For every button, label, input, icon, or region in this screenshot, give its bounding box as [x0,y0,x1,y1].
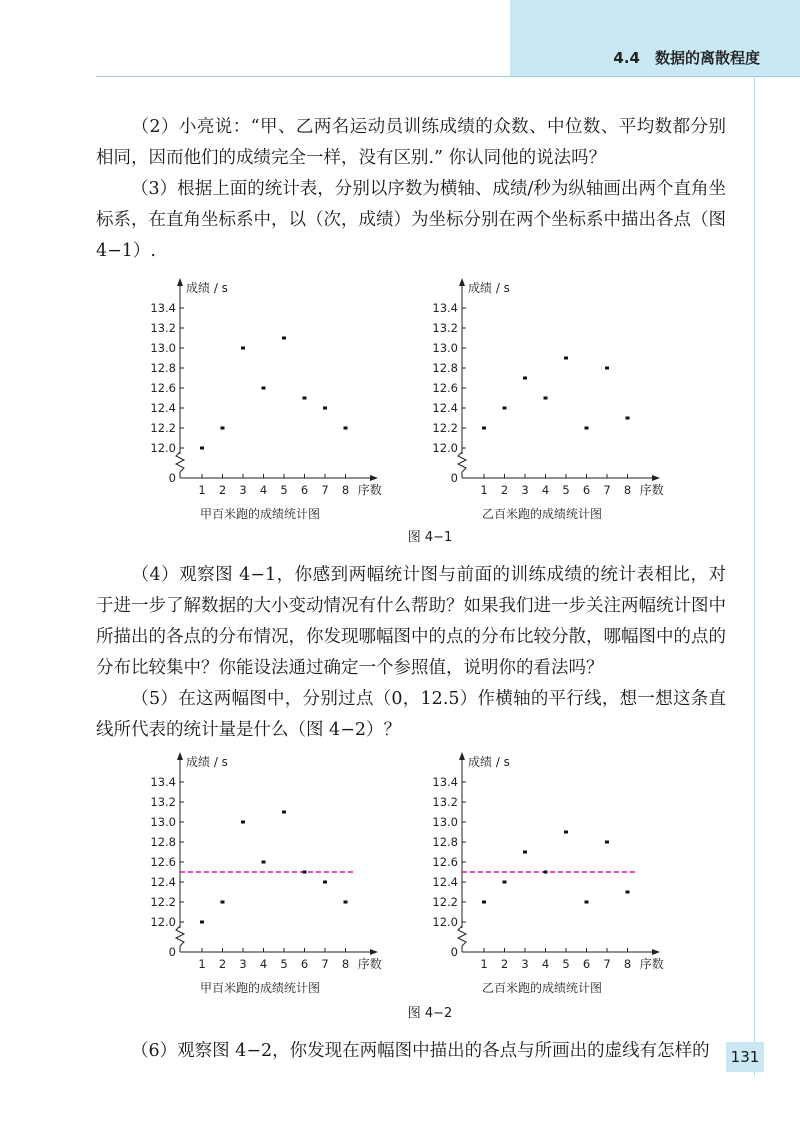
x-tick-label: 8 [623,483,632,497]
y-axis-arrow [177,278,183,286]
x-tick-label: 4 [541,957,550,971]
x-tick-label: 4 [541,483,550,497]
data-point [323,407,327,410]
chart-jia-4-1 [150,278,381,521]
x-axis-arrow [370,949,378,955]
data-point [585,427,589,430]
x-tick-label: 7 [603,957,611,971]
data-point [282,811,286,814]
paragraph-5-text: （5）在这两幅图中，分别过点（0，12.5）作横轴的平行线，想一想这条直线所代表的统计量是什么（图 4−2）？ [96,689,726,740]
x-tick-label: 6 [582,483,591,497]
y-tick-label: 12.0 [432,441,458,455]
chart-yi-4-2 [432,752,663,995]
data-point [262,387,266,390]
data-point [200,921,204,924]
data-point [344,427,348,430]
data-point [303,397,307,400]
y-tick-label: 12.2 [432,895,458,909]
y-tick-label: 12.6 [432,855,458,869]
y-tick-label: 12.8 [432,361,458,375]
y-axis-arrow [177,752,183,760]
y-tick-label: 12.4 [150,875,176,889]
data-point [503,881,507,884]
x-tick-label: 2 [218,957,227,971]
x-tick-label: 5 [280,483,288,497]
x-tick-label: 1 [198,957,206,971]
x-tick-label: 3 [239,483,247,497]
y-origin-label: 0 [168,471,176,485]
figure-4-1 [150,278,710,548]
figure-4-2-charts [150,752,710,997]
x-tick-label: 5 [562,957,570,971]
y-origin-label: 0 [450,945,458,959]
data-point [626,891,630,894]
x-axis-label: 序数 [639,957,664,971]
x-tick-label: 8 [341,483,350,497]
x-tick-label: 5 [562,483,570,497]
y-tick-label: 12.4 [432,401,458,415]
y-tick-label: 13.2 [150,321,176,335]
y-tick-label: 12.0 [150,441,176,455]
x-axis-arrow [370,475,378,481]
x-tick-label: 6 [582,957,591,971]
x-tick-label: 7 [321,483,329,497]
y-axis-label: 成绩 / s [468,281,510,295]
data-point [482,901,486,904]
x-tick-label: 1 [480,483,488,497]
x-axis-label: 序数 [357,483,382,497]
margin-line [754,76,755,1076]
y-tick-label: 13.0 [432,815,458,829]
y-tick-label: 12.6 [150,855,176,869]
y-tick-label: 12.8 [150,361,176,375]
x-tick-label: 3 [521,957,529,971]
x-tick-label: 4 [259,957,268,971]
y-tick-label: 13.4 [432,301,458,315]
y-origin-label: 0 [450,471,458,485]
y-axis-label: 成绩 / s [186,281,228,295]
chart-title: 乙百米跑的成绩统计图 [481,507,603,521]
x-tick-label: 1 [480,957,488,971]
data-point [523,851,527,854]
data-point [523,377,527,380]
data-point [262,861,266,864]
y-axis-label: 成绩 / s [468,755,510,769]
y-tick-label: 12.6 [432,381,458,395]
chart-jia-4-2 [150,752,381,995]
x-tick-label: 3 [239,957,247,971]
data-point [221,901,225,904]
data-point [564,831,568,834]
page-number: 131 [726,1042,764,1072]
paragraph-3-text: （3）根据上面的统计表，分别以序数为横轴、成绩/秒为纵轴画出两个直角坐标系，在直角坐标系中，以（次，成绩）为坐标分别在两个坐标系中描出各点（图 4−1）. [96,179,726,261]
x-axis-label: 序数 [357,957,382,971]
y-tick-label: 13.2 [150,795,176,809]
x-tick-label: 3 [521,483,529,497]
figure-4-1-charts [150,278,710,523]
data-point [200,447,204,450]
figure-4-1-caption: 图 4−1 [407,530,453,545]
y-tick-label: 13.4 [150,775,176,789]
chart-title: 乙百米跑的成绩统计图 [481,981,603,995]
y-tick-label: 12.0 [432,915,458,929]
x-tick-label: 8 [623,957,632,971]
x-tick-label: 6 [300,483,309,497]
data-point [323,881,327,884]
y-tick-label: 13.0 [432,341,458,355]
x-tick-label: 4 [259,483,268,497]
data-point [241,821,245,824]
x-axis-arrow [652,475,660,481]
x-tick-label: 2 [500,483,509,497]
x-tick-label: 7 [603,483,611,497]
y-tick-label: 12.2 [150,895,176,909]
y-tick-label: 13.2 [432,795,458,809]
data-point [221,427,225,430]
figure-4-2 [150,752,710,1024]
x-tick-label: 6 [300,957,309,971]
y-axis-arrow [459,278,465,286]
x-tick-label: 8 [341,957,350,971]
paragraph-3 [96,174,726,267]
paragraph-6-text: （6）观察图 4−2，你发现在两幅图中描出的各点与所画出的虚线有怎样的 [131,1041,710,1061]
data-point [282,337,286,340]
y-tick-label: 12.4 [432,875,458,889]
paragraph-5 [96,684,726,746]
x-axis-label: 序数 [639,483,664,497]
data-point [482,427,486,430]
paragraph-2 [96,112,726,174]
y-tick-label: 12.6 [150,381,176,395]
x-tick-label: 7 [321,957,329,971]
data-point [344,901,348,904]
data-point [544,871,548,874]
section-title: 4.4 数据的离散程度 [613,49,760,67]
data-point [605,841,609,844]
chart-yi-4-1 [432,278,663,521]
y-tick-label: 13.4 [432,775,458,789]
figure-4-2-caption: 图 4−2 [407,1006,453,1021]
data-point [303,871,307,874]
x-tick-label: 2 [500,957,509,971]
y-tick-label: 13.0 [150,341,176,355]
header-rule [96,76,800,77]
chart-title: 甲百米跑的成绩统计图 [199,981,321,995]
y-origin-label: 0 [168,945,176,959]
data-point [564,357,568,360]
y-tick-label: 13.0 [150,815,176,829]
y-tick-label: 12.2 [432,421,458,435]
paragraph-4 [96,560,726,684]
y-tick-label: 12.2 [150,421,176,435]
y-axis-arrow [459,752,465,760]
x-tick-label: 5 [280,957,288,971]
y-tick-label: 13.4 [150,301,176,315]
y-tick-label: 12.8 [432,835,458,849]
data-point [544,397,548,400]
x-tick-label: 1 [198,483,206,497]
y-tick-label: 12.8 [150,835,176,849]
y-tick-label: 13.2 [432,321,458,335]
data-point [503,407,507,410]
y-axis-label: 成绩 / s [186,755,228,769]
data-point [585,901,589,904]
data-point [626,417,630,420]
paragraph-2-text: （2）小亮说：“甲、乙两名运动员训练成绩的众数、中位数、平均数都分别相同，因而他们的成绩完全一样，没有区别.” 你认同他的说法吗？ [96,117,726,168]
data-point [241,347,245,350]
y-tick-label: 12.4 [150,401,176,415]
y-tick-label: 12.0 [150,915,176,929]
paragraph-6 [96,1036,722,1067]
chart-title: 甲百米跑的成绩统计图 [199,507,321,521]
x-tick-label: 2 [218,483,227,497]
data-point [605,367,609,370]
paragraph-4-text: （4）观察图 4−1，你感到两幅统计图与前面的训练成绩的统计表相比，对于进一步了解数据的大小变动情况有什么帮助？如果我们进一步关注两幅统计图中所描出的各点的分布情况，你发现哪幅图中的点的分布比较分散，哪幅图中的点的分布比较集中？你能设法通过确定一个参照值，说明你的看法吗？ [96,565,726,678]
x-axis-arrow [652,949,660,955]
